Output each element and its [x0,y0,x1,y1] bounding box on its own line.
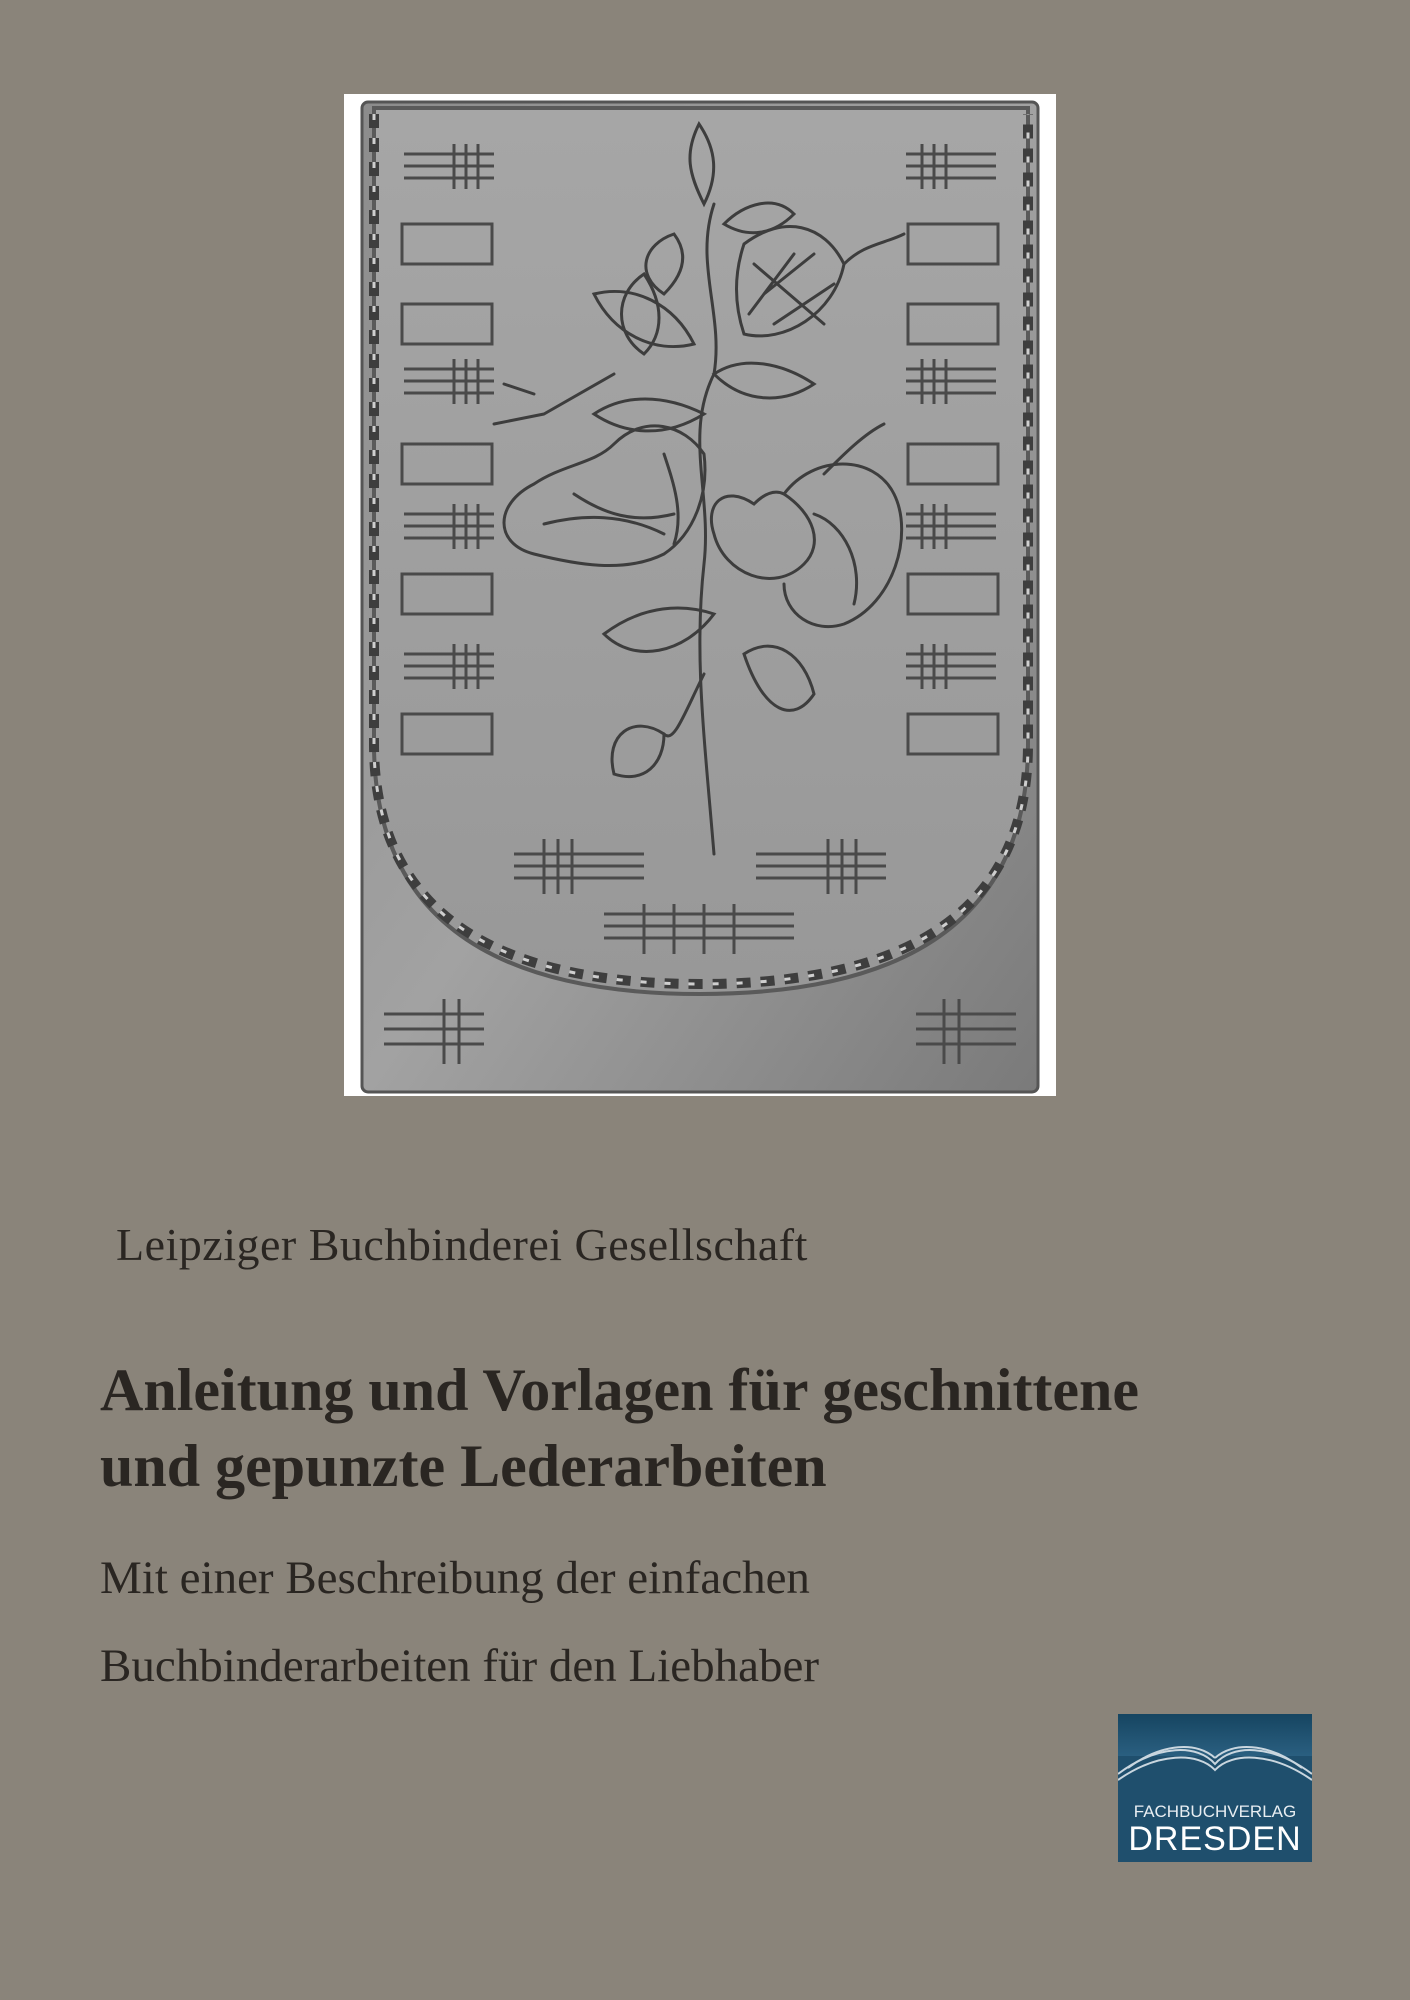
book-subtitle [100,1534,1360,1710]
book-title-line: Anleitung und Vorlagen für geschnittene [100,1357,1140,1423]
cover-illustration [344,94,1056,1096]
publisher-name-line1: FACHBUCHVERLAG [1133,1802,1297,1821]
open-book-icon [1118,1734,1312,1784]
book-title [100,1352,1360,1504]
leather-pouch-icon [344,94,1056,1096]
author-name: Leipziger Buchbinderei Gesellschaft [116,1219,808,1270]
book-subtitle-line: Buchbinderarbeiten für den Liebhaber [100,1640,820,1692]
publisher-logo [1118,1714,1312,1862]
publisher-name-line2: DRESDEN [1128,1820,1302,1858]
book-subtitle-line: Mit einer Beschreibung der einfachen [100,1552,810,1604]
book-title-line: und gepunzte Lederarbeiten [100,1433,827,1499]
